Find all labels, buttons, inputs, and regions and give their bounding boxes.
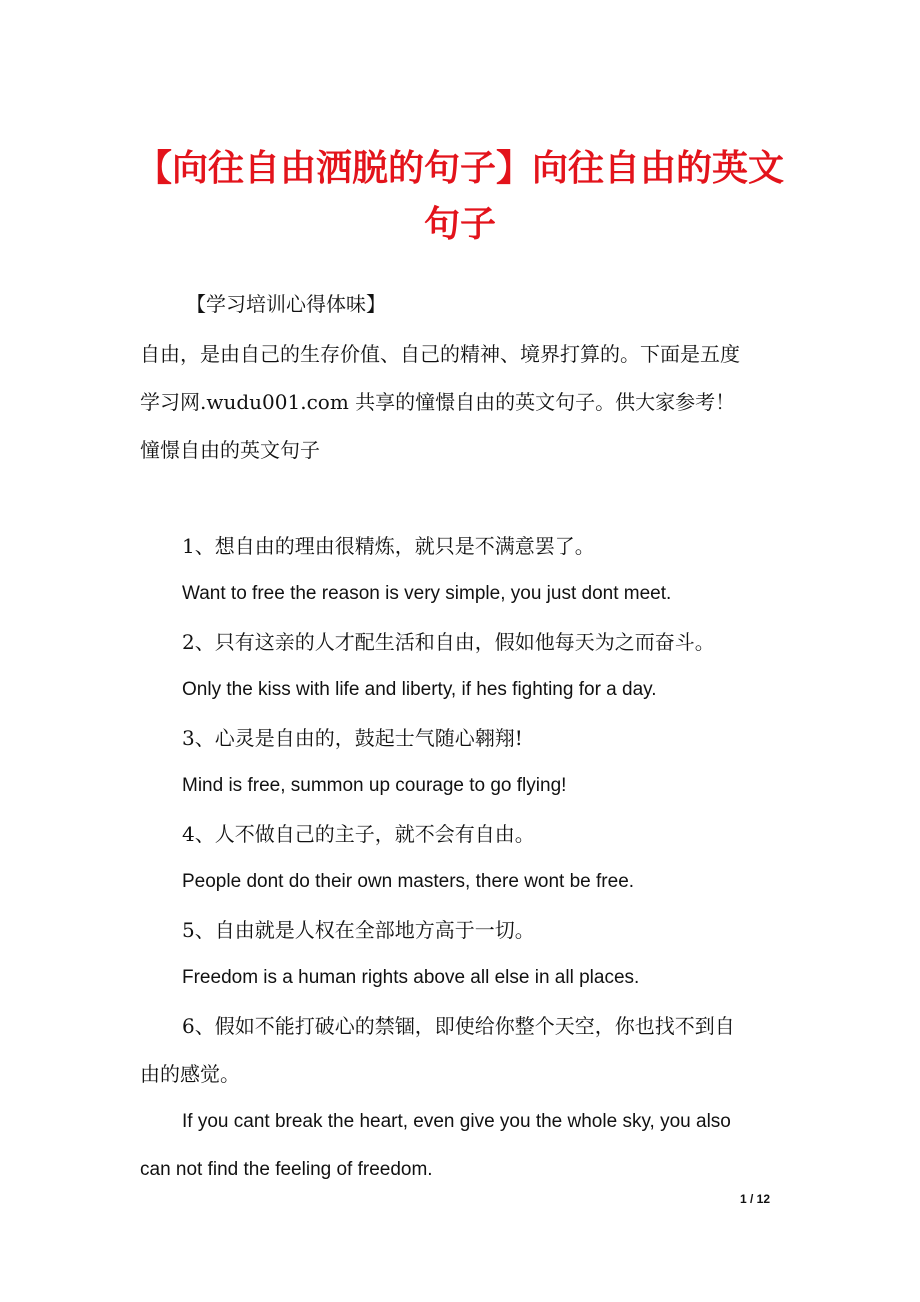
intro-line-2: 学习网.wudu001.com 共享的憧憬自由的英文句子。供大家参考！ bbox=[140, 390, 736, 414]
section-heading: 憧憬自由的英文句子 bbox=[140, 438, 320, 462]
intro-line-1: 自由，是由自己的生存价值、自己的精神、境界打算的。下面是五度 bbox=[140, 342, 740, 366]
item-4-english: People dont do their own masters, there wont be free. bbox=[182, 871, 635, 892]
item-3-english: Mind is free, summon up courage to go flying! bbox=[182, 775, 567, 796]
item-6-chinese-line-2: 由的感觉。 bbox=[140, 1062, 240, 1086]
item-5-chinese: 5、自由就是人权在全部地方高于一切。 bbox=[182, 918, 535, 942]
item-3-chinese: 3、心灵是自由的，鼓起士气随心翱翔! bbox=[182, 726, 523, 750]
item-1-chinese: 1、想自由的理由很精炼，就只是不满意罢了。 bbox=[182, 534, 595, 558]
item-6-chinese-line-1: 6、假如不能打破心的禁锢，即使给你整个天空，你也找不到自 bbox=[182, 1014, 735, 1038]
item-2-chinese: 2、只有这亲的人才配生活和自由，假如他每天为之而奋斗。 bbox=[182, 630, 715, 654]
item-4-chinese: 4、人不做自己的主子，就不会有自由。 bbox=[182, 822, 535, 846]
page-title: 【向往自由洒脱的句子】向往自由的英文句子 bbox=[135, 147, 784, 245]
category-label: 【学习培训心得体味】 bbox=[186, 292, 386, 316]
item-2-english: Only the kiss with life and liberty, if hes fighting for a day. bbox=[182, 679, 657, 700]
item-5-english: Freedom is a human rights above all else in all places. bbox=[182, 967, 640, 988]
item-6-english-line-2: can not find the feeling of freedom. bbox=[140, 1159, 433, 1180]
item-6-english-line-1: If you cant break the heart, even give you the whole sky, you also bbox=[182, 1111, 731, 1132]
page-number: 1 / 12 bbox=[740, 1192, 771, 1206]
item-1-english: Want to free the reason is very simple, you just dont meet. bbox=[182, 583, 672, 604]
